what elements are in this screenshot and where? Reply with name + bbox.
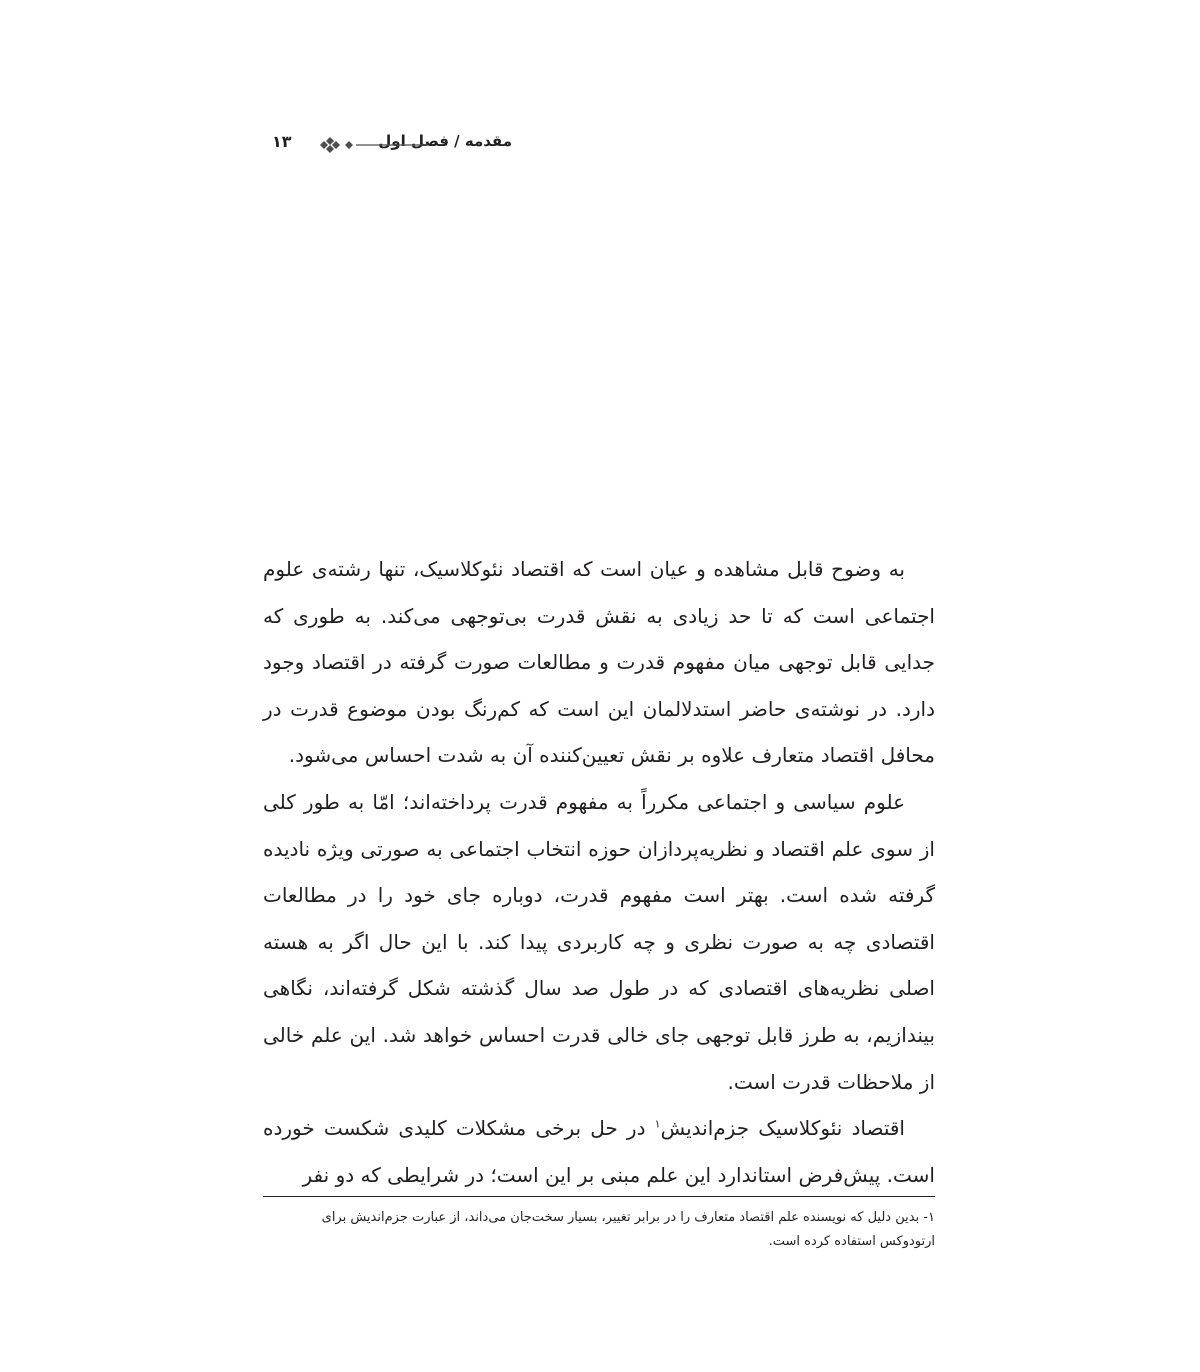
diamond-cluster-icon xyxy=(312,136,428,154)
paragraph-3 xyxy=(263,1105,935,1198)
footnote: ۱- بدین دلیل که نویسنده علم اقتصاد متعارف را در برابر تغییر، بسیار سخت‌جان می‌داند، از عبارت جزم‌اندیش برای ارتودوکس استفاده کرده است. xyxy=(321,1210,935,1249)
running-title: مقدمه / فصل اول xyxy=(378,132,512,150)
running-head xyxy=(272,128,512,162)
footnote-reference: ۱ xyxy=(654,1117,661,1131)
page-number: ۱۳ xyxy=(272,132,292,151)
body-text xyxy=(263,546,935,1198)
footnote-divider xyxy=(263,1196,935,1197)
paragraph-1: به وضوح قابل مشاهده و عیان است که اقتصاد نئوکلاسیک، تنها رشته‌ی علوم اجتماعی است که تا حد زیادی به نقش قدرت بی‌توجهی می‌کند. به طوری که جدایی قابل توجهی میان مفهوم قدرت و مطالعات صورت گرفته در اقتصاد وجود دارد. در نوشته‌ی حاضر استدلالمان این است که کم‌رنگ بودن موضوع قدرت در محافل اقتصاد متعارف علاوه بر نقش تعیین‌کننده آن به شدت احساس می‌شود. xyxy=(263,557,935,768)
paragraph-2: علوم سیاسی و اجتماعی مکرراً به مفهوم قدرت پرداخته‌اند؛ امّا به طور کلی از سوی علم اقتصاد و نظریه‌پردازان حوزه انتخاب اجتماعی به صورتی ویژه نادیده گرفته شده است. بهتر است مفهوم قدرت، دوباره جای خود را در مطالعات اقتصادی چه به صورت نظری و چه کاربردی پیدا کند. با این حال اگر به هسته اصلی نظریه‌های اقتصادی که در طول صد سال گذشته شکل گرفته‌اند، نگاهی بیندازیم، به طرز قابل توجهی جای خالی قدرت احساس خواهد شد. این علم خالی از ملاحظات قدرت است. xyxy=(263,789,935,1094)
paragraph-3-text: در حل برخی مشکلات کلیدی شکست خورده است. پیش‌فرض استاندارد این علم مبنی بر این است؛ در شرایطی که دو نفر xyxy=(263,1116,935,1187)
paragraph-3-lead: اقتصاد نئوکلاسیک جزم‌اندیش xyxy=(660,1116,905,1141)
